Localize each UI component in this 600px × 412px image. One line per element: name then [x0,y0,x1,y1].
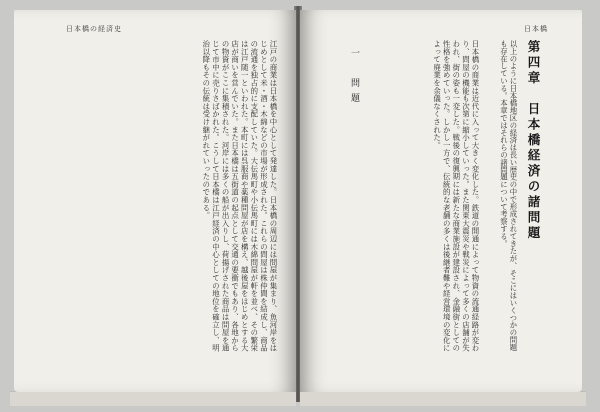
right-page-edge [300,391,586,406]
left-page [14,10,296,392]
left-running-header: 日本橋の経済史 [66,25,122,33]
chapter-title: 第四章 日本橋経済の諸問題 [526,40,541,242]
right-page [300,10,582,392]
section-title: 一 問題 [349,48,359,108]
left-body-text: 江戸の商業は日本橋を中心として発達した。日本橋の周辺には問屋が集まり、魚河岸をはじめとして米・酒・木綿などの市場が形成された。これらの問屋は株仲間を結成し、商品の流通を独占的に支配していた。大伝馬町や小伝馬町には木綿問屋が軒を並べ、その繁栄は江戸随一といわれた。本町には呉服商や薬種問屋が店を構え、越後屋をはじめとする大店が商いを営んでいた。また日本橋は五街道の起点として交通の要衝でもあり、各地からの物資がここに集積された。河岸には多くの船が出入りし、荷揚げされた商品は問屋を通じて市中に売りさばかれた。こうして日本橋は江戸経済の中心としての地位を確立し、明治以降もその伝統は受け継がれていったのである。 [201,40,278,352]
open-book [6,6,594,406]
chapter-intro-text: 以上のように日本橋地区の経済は長い歴史の中で形成されてきたが、そこにはいくつかの問題も存在している。本章ではそれらの諸問題について考察する。 [499,40,518,351]
left-page-edge [10,391,296,406]
right-running-header: 日本橋 [524,25,548,33]
right-body-text: 日本橋の商業は近代に入って大きく変化した。鉄道の開通によって物資の流通経路が変わり、問屋の機能も次第に縮小していった。また関東大震災や戦災によって多くの店舗が失われ、街の姿も一変した。戦後の復興期には新たな商業施設が建設され、金融街としての性格を強めていった。しかし一方で、伝統的な老舗の多くは後継者難や経営環境の変化によって廃業を余儀なくされた。 [432,40,480,352]
